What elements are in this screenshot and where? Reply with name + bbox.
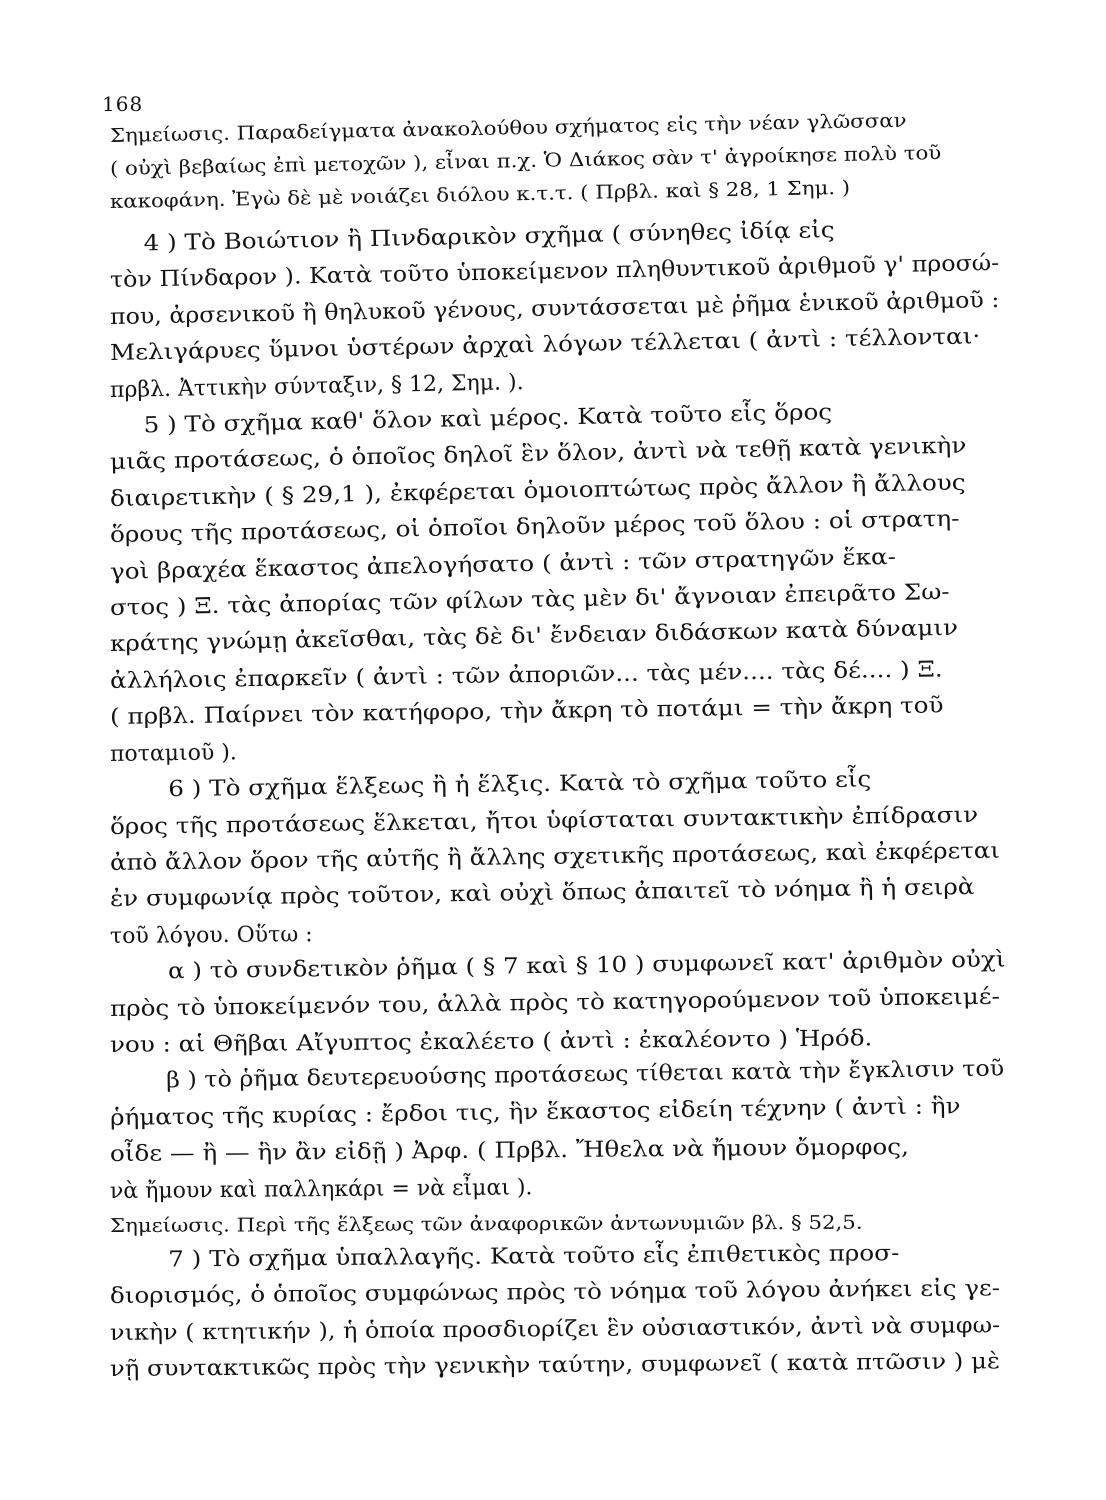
page-number: 168 — [102, 92, 144, 116]
text-line: ( οὐχὶ βεβαίως ἐπὶ μετοχῶν ), εἶναι π.χ. Ὁ Διάκος σὰν τ' ἀγροίκησε πολὺ τοῦ — [109, 142, 942, 180]
text-line: κράτης γνώμῃ ἀκεῖσθαι, τὰς δὲ δι' ἔνδειαν διδάσκων κατὰ δύναμιν — [109, 616, 959, 658]
text-line: 4 ) Τὸ Βοιώτιον ἢ Πινδαρικὸν σχῆμα ( σύνηθες ἰδίᾳ εἰς — [143, 218, 835, 257]
text-line: ποταμιοῦ ). — [109, 739, 237, 767]
text-line: 6 ) Τὸ σχῆμα ἕλξεως ἢ ἡ ἕλξις. Κατὰ τὸ σχῆμα τοῦτο εἷς — [168, 767, 872, 803]
text-line: ἀπὸ ἄλλον ὅρον τῆς αὐτῆς ἢ ἄλλης σχετικῆς προτάσεως, καὶ ἐκφέρεται — [109, 838, 1001, 876]
text-line: νῇ συντακτικῶς πρὸς τὴν γενικὴν ταύτην, συμφωνεῖ ( κατὰ πτῶσιν ) μὲ — [109, 1349, 1001, 1383]
text-line: ὅρους τῆς προτάσεως, οἱ ὁποῖοι δηλοῦν μέρος τοῦ ὅλου : οἱ στρατη- — [109, 506, 960, 549]
text-line: τὸν Πίνδαρον ). Κατὰ τοῦτο ὑποκείμενον πληθυντικοῦ ἀριθμοῦ γ' προσώ- — [109, 251, 1000, 294]
text-line: ῥήματος τῆς κυρίας : ἔρδοι τις, ἣν ἕκαστος εἰδείη τέχνην ( ἀντὶ : ἣν — [109, 1093, 961, 1131]
text-line: 5 ) Τὸ σχῆμα καθ' ὅλον καὶ μέρος. Κατὰ τοῦτο εἷς ὅρος — [143, 400, 833, 439]
text-line: τοῦ λόγου. Οὕτω : — [109, 921, 313, 949]
text-line: μιᾶς προτάσεως, ὁ ὁποῖος δηλοῖ ἓν ὅλον, ἀντὶ νὰ τεθῇ κατὰ γενικὴν — [109, 433, 967, 476]
text-line: νου : αἱ Θῆβαι Αἴγυπτος ἐκαλέετο ( ἀντὶ : ἐκαλέοντο ) Ἡρόδ. — [109, 1026, 873, 1058]
text-line: Μελιγάρυες ὕμνοι ὑστέρων ἀρχαὶ λόγων τέλλεται ( ἀντὶ : τέλλονται· — [109, 324, 981, 367]
text-line: πρὸς τὸ ὑποκείμενόν του, ἀλλὰ πρὸς τὸ κατηγορούμενον τοῦ ὑποκειμέ- — [109, 984, 1000, 1022]
text-line: πρβλ. Ἀττικὴν σύνταξιν, § 12, Σημ. ). — [109, 369, 524, 403]
text-line: α ) τὸ συνδετικὸν ῥῆμα ( § 7 καὶ § 10 ) συμφωνεῖ κατ' ἀριθμὸν οὐχὶ — [167, 947, 1006, 985]
text-line: νὰ ἤμουν καὶ παλληκάρι = νὰ εἶμαι ). — [109, 1174, 533, 1204]
text-line: οἶδε — ἢ — ἣν ἂν εἰδῇ ) Ἀρφ. ( Πρβλ. Ἤθελα νὰ ἤμουν ὄμορφος, — [109, 1135, 910, 1168]
text-line: διαιρετικὴν ( § 29,1 ), ἐκφέρεται ὁμοιοπτώτως πρὸς ἄλλον ἢ ἄλλους — [109, 470, 966, 512]
text-line: διορισμός, ὁ ὁποῖος συμφώνως πρὸς τὸ νόημα τοῦ λόγου ἀνήκει εἰς γε- — [109, 1276, 1001, 1310]
text-line: που, ἀρσενικοῦ ἢ θηλυκοῦ γένους, συντάσσεται μὲ ῥῆμα ἑνικοῦ ἀριθμοῦ : — [109, 287, 1000, 330]
text-line: ἀλλήλοις ἐπαρκεῖν ( ἀντὶ : τῶν ἀποριῶν... τὰς μέν.... τὰς δέ.... ) Ξ. — [109, 657, 943, 694]
text-body — [109, 109, 1010, 1389]
text-line: ( πρβλ. Παίρνει τὸν κατήφορο, τὴν ἄκρη τὸ ποτάμι = τὴν ἄκρη τοῦ — [109, 693, 944, 731]
text-line: κακοφάνη. Ἐγὼ δὲ μὲ νοιάζει διόλου κ.τ.τ. ( Πρβλ. καὶ § 28, 1 Σημ. ) — [109, 176, 851, 213]
text-line: γοὶ βραχέα ἕκαστος ἀπελογήσατο ( ἀντὶ : τῶν στρατηγῶν ἕκα- — [109, 544, 897, 585]
text-line: 7 ) Τὸ σχῆμα ὑπαλλαγῆς. Κατὰ τοῦτο εἷς ἐπιθετικὸς προσ- — [168, 1241, 900, 1273]
text-line: στος ) Ξ. τὰς ἀπορίας τῶν φίλων τὰς μὲν δι' ἄγνοιαν ἐπειρᾶτο Σω- — [109, 579, 950, 622]
text-line: ἐν συμφωνίᾳ πρὸς τοῦτον, καὶ οὐχὶ ὅπως ἀπαιτεῖ τὸ νόημα ἢ ἡ σειρὰ — [109, 875, 975, 913]
text-line: Σημείωσις. Περὶ τῆς ἕλξεως τῶν ἀναφορικῶν ἀντωνυμιῶν βλ. § 52,5. — [109, 1211, 863, 1237]
text-line: Σημείωσις. Παραδείγματα ἀνακολούθου σχήματος εἰς τὴν νέαν γλῶσσαν — [109, 109, 907, 147]
text-line: νικὴν ( κτητικήν ), ἡ ὁποία προσδιορίζει ἓν οὐσιαστικόν, ἀντὶ νὰ συμφω- — [109, 1313, 1001, 1346]
text-line: ὅρος τῆς προτάσεως ἕλκεται, ἤτοι ὑφίσταται συντακτικὴν ἐπίδρασιν — [109, 802, 979, 840]
text-line: β ) τὸ ῥῆμα δευτερευούσης προτάσεως τίθεται κατὰ τὴν ἔγκλισιν τοῦ — [166, 1056, 1005, 1094]
